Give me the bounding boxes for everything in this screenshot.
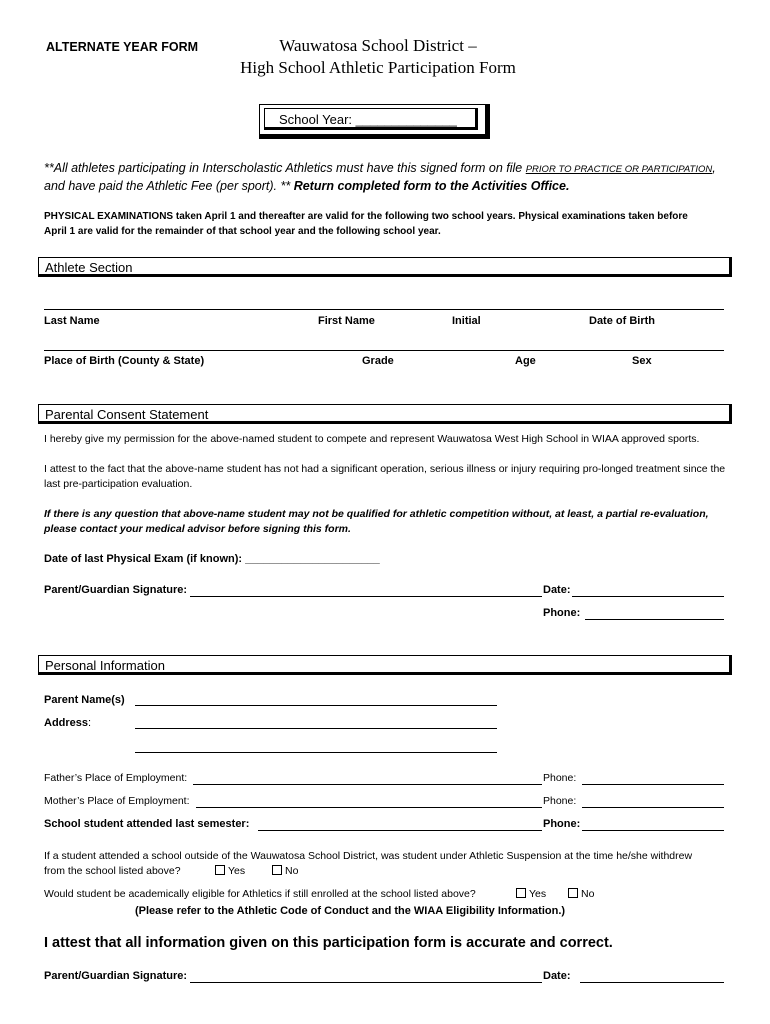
alternate-year-label: ALTERNATE YEAR FORM: [46, 40, 199, 54]
checkbox-icon: [215, 865, 225, 875]
grade-label: Grade: [362, 355, 394, 367]
refer-note: (Please refer to the Athletic Code of Conduct and the WIAA Eligibility Information.): [135, 905, 566, 917]
school-last-semester-line[interactable]: [258, 830, 542, 831]
intro-line1: **All athletes participating in Interscholastic Athletics must have this signed form on file PRIOR TO PRACTICE OR PARTICIPATION,: [44, 161, 716, 175]
athlete-section-header: [38, 257, 732, 277]
place-of-birth-label: Place of Birth (County & State): [44, 355, 205, 367]
father-phone-label: Phone:: [543, 772, 577, 784]
consent-phone-label: Phone:: [543, 607, 581, 619]
parent-names-line[interactable]: [135, 705, 497, 706]
page-title-line2: High School Athletic Participation Form: [240, 58, 516, 77]
consent-date-line[interactable]: [572, 596, 724, 597]
school-phone-line[interactable]: [582, 830, 724, 831]
mother-employment-line[interactable]: [196, 807, 542, 808]
consent-section-header: [38, 404, 732, 424]
first-name-label: First Name: [318, 315, 375, 327]
suspension-yes-checkbox[interactable]: Yes: [215, 865, 245, 877]
eligibility-question: Would student be academically eligible for Athletics if still enrolled at the school listed above?: [44, 888, 476, 900]
consent-signature-label: Parent/Guardian Signature:: [44, 584, 188, 596]
mother-phone-line[interactable]: [582, 807, 724, 808]
mother-employment-label: Mother’s Place of Employment:: [44, 795, 190, 807]
last-physical-field[interactable]: Date of last Physical Exam (if known): ______________________: [44, 553, 380, 565]
intro-line2: and have paid the Athletic Fee (per sport). ** Return completed form to the Activities Office.: [44, 179, 570, 193]
checkbox-icon: [516, 888, 526, 898]
sex-label: Sex: [632, 355, 652, 367]
father-phone-line[interactable]: [582, 784, 724, 785]
athlete-name-line[interactable]: [44, 309, 724, 310]
address-label: Address:: [44, 717, 92, 729]
eligibility-yes-checkbox[interactable]: Yes: [516, 888, 546, 900]
initial-label: Initial: [452, 315, 481, 327]
personal-section-header: [38, 655, 732, 675]
suspension-no-checkbox[interactable]: No: [272, 865, 298, 877]
final-signature-line[interactable]: [190, 982, 542, 983]
address-line-2[interactable]: [135, 752, 497, 753]
consent-signature-line[interactable]: [190, 596, 542, 597]
suspension-question-line1: If a student attended a school outside of the Wauwatosa School District, was student under Athletic Suspension at the time he/she withdrew: [44, 850, 693, 862]
school-phone-label: Phone:: [543, 818, 581, 830]
consent-permission-text: I hereby give my permission for the above-named student to compete and represent Wauwatosa West High School in WIAA approved sports.: [44, 433, 700, 445]
consent-warning-line1: If there is any question that above-name student may not be qualified for athletic competition without, at least, a partial re-evaluation,: [44, 508, 709, 520]
consent-section-title: Parental Consent Statement: [45, 407, 209, 422]
father-employment-line[interactable]: [193, 784, 542, 785]
consent-phone-line[interactable]: [585, 619, 724, 620]
school-year-field[interactable]: School Year: ______________: [279, 112, 457, 127]
age-label: Age: [515, 355, 536, 367]
final-date-line[interactable]: [580, 982, 724, 983]
mother-phone-label: Phone:: [543, 795, 577, 807]
consent-attest-line2: last pre-participation evaluation.: [44, 478, 193, 490]
consent-attest-line1: I attest to the fact that the above-name student has not had a significant operation, serious illness or injury requiring pro-longed treatment since the: [44, 463, 726, 475]
page-title-line1: Wauwatosa School District –: [279, 36, 477, 55]
prior-to-practice-text: PRIOR TO PRACTICE OR PARTICIPATION: [525, 164, 713, 175]
address-line-1[interactable]: [135, 728, 497, 729]
physical-exam-note-line2: April 1 are valid for the remainder of that school year and the following school year.: [44, 226, 441, 237]
suspension-question-line2: from the school listed above?: [44, 865, 181, 877]
final-signature-label: Parent/Guardian Signature:: [44, 970, 188, 982]
checkbox-icon: [568, 888, 578, 898]
parent-names-label: Parent Name(s): [44, 694, 125, 706]
athlete-birth-line[interactable]: [44, 350, 724, 351]
consent-warning-line2: please contact your medical advisor before signing this form.: [44, 523, 351, 535]
physical-exam-note-line1: PHYSICAL EXAMINATIONS taken April 1 and thereafter are valid for the following two school years. Physical examinations taken before: [44, 211, 688, 222]
personal-section-title: Personal Information: [45, 658, 165, 673]
school-year-box: [259, 104, 490, 139]
school-last-semester-label: School student attended last semester:: [44, 818, 250, 830]
athlete-section-title: Athlete Section: [45, 260, 133, 275]
consent-date-label: Date:: [543, 584, 571, 596]
checkbox-icon: [272, 865, 282, 875]
father-employment-label: Father’s Place of Employment:: [44, 772, 188, 784]
last-name-label: Last Name: [44, 315, 100, 327]
final-date-label: Date:: [543, 970, 571, 982]
attest-statement: I attest that all information given on this participation form is accurate and correct.: [44, 935, 613, 951]
date-of-birth-label: Date of Birth: [589, 315, 655, 327]
eligibility-no-checkbox[interactable]: No: [568, 888, 594, 900]
